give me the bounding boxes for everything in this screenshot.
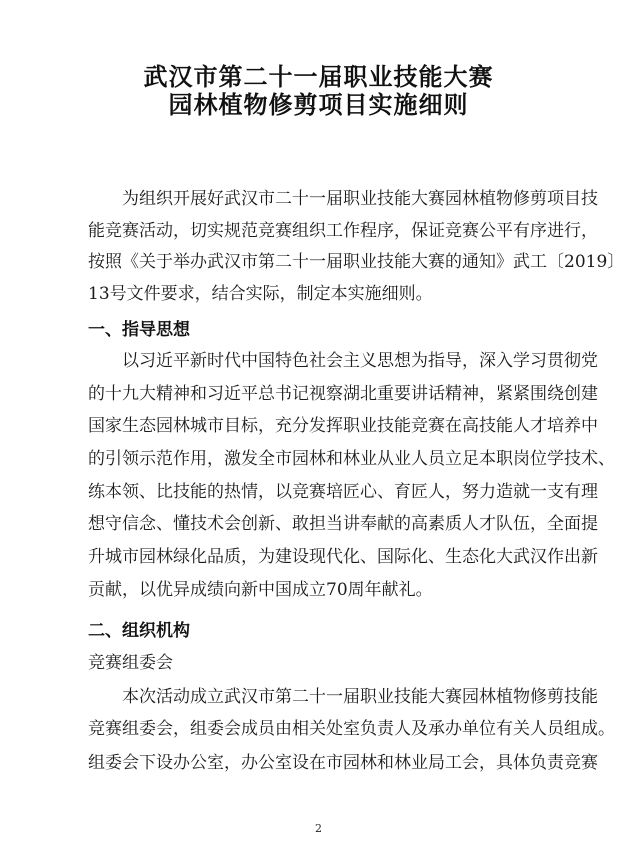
- section1-line: 国家生态园林城市目标，充分发挥职业技能竞赛在高技能人才培养中: [88, 416, 598, 436]
- section1-line: 的十九大精神和习近平总书记视察湖北重要讲话精神，紧紧围绕创建: [88, 384, 598, 404]
- intro-line: 13号文件要求，结合实际，制定本实施细则。: [88, 284, 433, 304]
- page-number: 2: [315, 822, 322, 835]
- section1-line: 的引领示范作用，激发全市园林和林业从业人员立足本职岗位学技术、: [88, 449, 615, 469]
- intro-line: 能竞赛活动，切实规范竞赛组织工作程序，保证竞赛公平有序进行，: [88, 221, 598, 241]
- section2-line: 组委会下设办公室，办公室设在市园林和林业局工会，具体负责竞赛: [88, 753, 598, 773]
- section1-line: 想守信念、懂技术会创新、敢担当讲奉献的高素质人才队伍，全面提: [88, 514, 598, 534]
- section-heading-guiding-ideology: 一、指导思想: [88, 320, 190, 340]
- section2-line: 本次活动成立武汉市第二十一届职业技能大赛园林植物修剪技能: [122, 687, 598, 707]
- intro-line: 按照《关于举办武汉市第二十一届职业技能大赛的通知》武工〔2019〕: [88, 252, 625, 272]
- section-heading-organization: 二、组织机构: [88, 621, 190, 641]
- section1-line: 以习近平新时代中国特色社会主义思想为指导，深入学习贯彻党: [122, 351, 598, 371]
- section1-line: 练本领、比技能的热情，以竞赛培匠心、育匠人，努力造就一支有理: [88, 482, 598, 502]
- intro-line: 为组织开展好武汉市二十一届职业技能大赛园林植物修剪项目技: [122, 189, 598, 209]
- section1-line: 贡献，以优异成绩向新中国成立70周年献礼。: [88, 580, 433, 600]
- section1-line: 升城市园林绿化品质，为建设现代化、国际化、生态化大武汉作出新: [88, 547, 598, 567]
- subheading-committee: 竞赛组委会: [88, 653, 173, 673]
- section2-line: 竞赛组委会，组委会成员由相关处室负责人及承办单位有关人员组成。: [88, 719, 615, 739]
- document-title-line-2: 园林植物修剪项目实施细则: [168, 90, 469, 119]
- document-title-line-1: 武汉市第二十一届职业技能大赛: [143, 62, 494, 91]
